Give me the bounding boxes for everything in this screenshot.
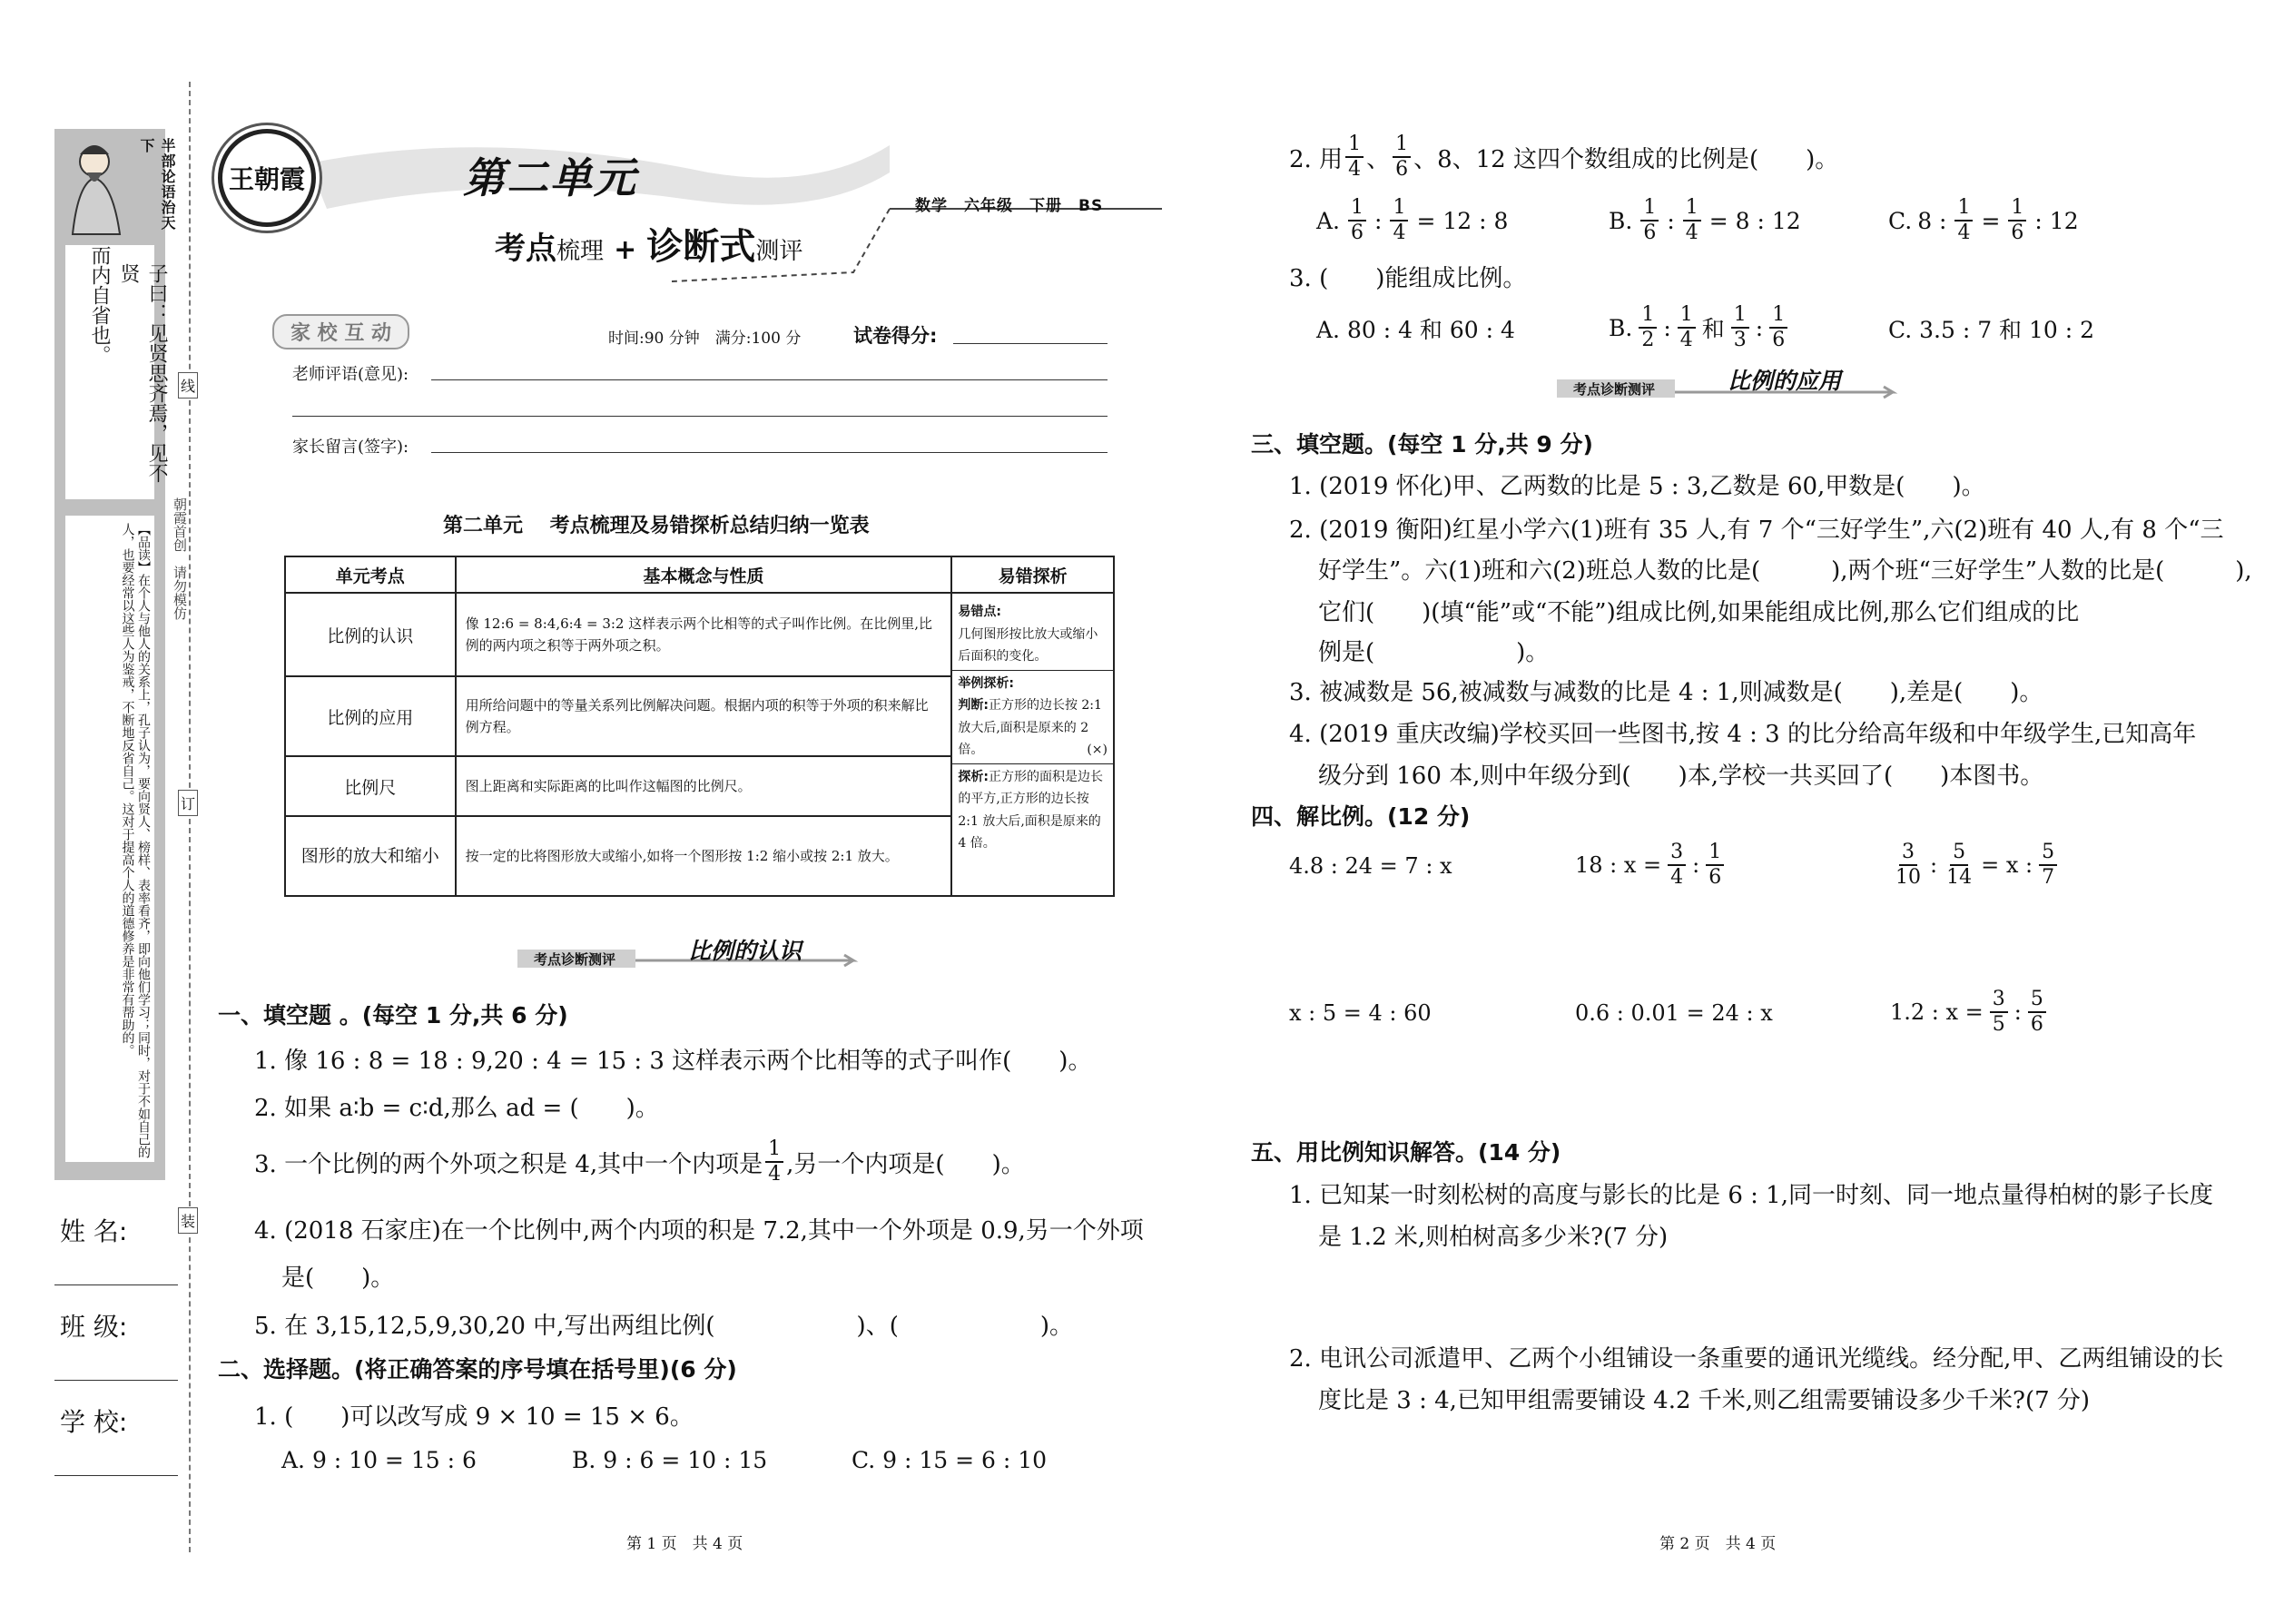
question-1-5: 5. 在 3,15,12,5,9,30,20 中,写出两组比例( )、( )。 — [254, 1313, 1073, 1340]
teacher-comment-line-1[interactable] — [431, 379, 1108, 380]
cut-mark-1: 线 — [178, 372, 198, 399]
table-row-concept: 像 12:6 = 8:4,6:4 = 3:2 这样表示两个比相等的式子叫作比例。在比例里,比例的两内项之积等于两外项之积。 — [456, 593, 952, 676]
teacher-comment-label: 老师评语(意见): — [292, 365, 409, 384]
unit-title: 第二单元 — [463, 153, 637, 202]
book-info: 数学 六年级 下册 BS — [915, 197, 1104, 215]
banner-tag: 考点诊断测评 — [1573, 381, 1656, 398]
analysis-text: 正方形的面积是边长的平方,正方形的边长按 2:1 放大后,面积是原来的 4 倍。 — [958, 769, 1103, 851]
fraction: $\frac{1}{4}$ — [765, 1139, 783, 1185]
error-analysis-cell — [951, 593, 1114, 896]
confucius-illustration — [60, 136, 133, 236]
summary-title: 第二单元 考点梳理及易错探析总结归纳一览表 — [443, 515, 870, 537]
logo-badge — [218, 129, 316, 227]
school-line[interactable] — [54, 1475, 178, 1476]
option-b[interactable]: B. $\frac{1}{6}$ : $\frac{1}{4}$ = 8 : 12 — [1609, 196, 1801, 244]
col-header: 单元考点 — [285, 556, 456, 593]
section-1-title: 一、填空题 。(每空 1 分,共 6 分) — [218, 1002, 568, 1029]
score-line[interactable] — [953, 343, 1108, 344]
question-3-2a: 2. (2019 衡阳)红星小学六(1)班有 35 人,有 7 个“三好学生”,六(2)班有 40 人,有 8 个“三 — [1289, 517, 2224, 544]
subtitle: 考点梳理 + 诊断式测评 — [495, 226, 803, 268]
time-info: 时间:90 分钟 满分:100 分 — [608, 330, 802, 348]
equation-4: x : 5 = 4 : 60 — [1289, 1000, 1432, 1026]
equation-3: $\frac{3}{10}$ : $\frac{5}{14}$ = x : $\frac{5}{7}$ — [1890, 842, 2060, 888]
question-5-2b: 度比是 3 : 4,已知甲组需要铺设 4.2 千米,则乙组需要铺设多少千米?(7 分) — [1318, 1387, 2091, 1414]
question-3-4b: 级分到 160 本,则中年级分到( )本,学校一共买回了( )本图书。 — [1318, 763, 2044, 790]
teacher-comment-line-2[interactable] — [292, 416, 1108, 417]
col-header: 基本概念与性质 — [456, 556, 952, 593]
equation-6: 1.2 : x = $\frac{3}{5}$ : $\frac{5}{6}$ — [1890, 989, 2049, 1035]
section-4-title: 四、解比例。(12 分) — [1251, 803, 1471, 830]
question-1-1: 1. 像 16 : 8 = 18 : 9,20 : 4 = 15 : 3 这样表示两个比相等的式子叫作( )。 — [254, 1048, 1092, 1075]
table-row-topic: 比例的应用 — [285, 676, 456, 756]
question-3-4a: 4. (2019 重庆改编)学校买回一些图书,按 4 : 3 的比分给高年级和中年级学生,已知高年 — [1289, 721, 2197, 748]
home-school-tag: 家 校 互 动 — [272, 314, 409, 349]
question-1-2: 2. 如果 a∶b = c∶d,那么 ad = ( )。 — [254, 1095, 659, 1122]
table-row-concept: 用所给问题中的等量关系列比例解决问题。根据内项的积等于外项的积来解比例方程。 — [456, 676, 952, 756]
page-footer-left: 第 1 页 共 4 页 — [626, 1535, 743, 1553]
option-b[interactable]: B. $\frac{1}{2}$ : $\frac{1}{4}$ 和 $\frac{1}{3}$ : $\frac{1}{6}$ — [1609, 305, 1790, 350]
question-3-2c: 它们( )(填“能”或“不能”)组成比例,如果能组成比例,那么它们组成的比 — [1318, 599, 2080, 626]
class-label: 班 级: — [60, 1312, 128, 1342]
question-1-4a: 4. (2018 石家庄)在一个比例中,两个内项的积是 7.2,其中一个外项是 0.9,另一个外项 — [254, 1217, 1144, 1245]
name-label: 姓 名: — [60, 1216, 128, 1246]
question-1-4b: 是( )。 — [281, 1265, 395, 1292]
question-3-1: 1. (2019 怀化)甲、乙两数的比是 5 : 3,乙数是 60,甲数是( )。 — [1289, 473, 1985, 500]
banner-tag: 考点诊断测评 — [534, 951, 616, 968]
question-2-2: 2. 用 $\frac{1}{4}$ 、 $\frac{1}{6}$ 、8、12 这四个数组成的比例是( )。 — [1289, 133, 1839, 181]
summary-table — [284, 556, 1115, 897]
question-2-3: 3. ( )能组成比例。 — [1289, 265, 1527, 292]
vertical-note: 朝霞首创 请勿模仿 — [172, 497, 188, 620]
banner-title: 比例的认识 — [688, 938, 802, 964]
section-2-title: 二、选择题。(将正确答案的序号填在括号里)(6 分) — [218, 1356, 737, 1383]
equation-2: 18 : x = $\frac{3}{4}$ : $\frac{1}{6}$ — [1575, 842, 1727, 888]
judge-mark: (×) — [1087, 743, 1108, 757]
example-label: 举例探析: — [958, 675, 1014, 691]
quote-main: 子曰：见贤思齐焉，见不贤 — [117, 263, 168, 483]
option-c[interactable]: C. 8 : $\frac{1}{4}$ = $\frac{1}{6}$ : 12 — [1888, 196, 2079, 244]
option-b[interactable]: B. 9 : 6 = 10 : 15 — [572, 1447, 768, 1473]
error-text: 几何图形按比放大或缩小后面积的变化。 — [958, 626, 1098, 664]
section-3-title: 三、填空题。(每空 1 分,共 9 分) — [1251, 431, 1593, 458]
section-banner-left — [517, 933, 871, 973]
cut-mark-2: 订 — [178, 790, 198, 816]
name-line[interactable] — [54, 1284, 178, 1285]
table-row-concept: 图上距离和实际距离的比叫作这幅图的比例尺。 — [456, 756, 952, 816]
option-a[interactable]: A. 9 : 10 = 15 : 6 — [281, 1447, 477, 1473]
pindu-text: 【品读】在个人与他人的关系上，孔子认为，要向贤人、榜样、表率看齐，即向他们学习；同时，对于不如自己的人，也要经常以这些人为鉴戒，不断地反省自己。这对于提高个人的道德修养是非常有帮助的。 — [120, 523, 151, 1158]
score-label: 试卷得分: — [853, 325, 938, 347]
table-row-concept: 按一定的比将图形放大或缩小,如将一个图形按 1:2 缩小或按 2:1 放大。 — [456, 816, 952, 896]
error-label: 易错点: — [958, 605, 1001, 619]
banner-title: 比例的应用 — [1728, 368, 1842, 394]
question-3-2b: 好学生”。六(1)班和六(2)班总人数的比是( ),两个班“三好学生”人数的比是( ), — [1318, 557, 2252, 585]
logo-text: 王朝霞 — [228, 164, 305, 194]
class-line[interactable] — [54, 1380, 178, 1381]
question-3-3: 3. 被减数是 56,被减数与减数的比是 4 : 1,则减数是( ),差是( )。 — [1289, 679, 2043, 706]
table-row-topic: 图形的放大和缩小 — [285, 816, 456, 896]
option-c[interactable]: C. 3.5 : 7 和 10 : 2 — [1888, 317, 2095, 343]
option-a[interactable]: A. $\frac{1}{6}$ : $\frac{1}{4}$ = 12 : 8 — [1316, 196, 1509, 244]
parent-comment-label: 家长留言(签字): — [292, 438, 409, 457]
table-row-topic: 比例尺 — [285, 756, 456, 816]
question-5-1a: 1. 已知某一时刻松树的高度与影长的比是 6 : 1,同一时刻、同一地点量得柏树的影子长度 — [1289, 1182, 2213, 1209]
question-5-1b: 是 1.2 米,则柏树高多少米?(7 分) — [1318, 1224, 1669, 1251]
question-1-3: 3. 一个比例的两个外项之积是 4,其中一个内项是 $\frac{1}{4}$ ,另一个内项是( )。 — [254, 1137, 1025, 1186]
motto-side: 半部论语治天下 — [138, 138, 176, 231]
question-2-1: 1. ( )可以改写成 9 × 10 = 15 × 6。 — [254, 1403, 694, 1431]
col-header: 易错探析 — [951, 556, 1114, 593]
option-c[interactable]: C. 9 : 15 = 6 : 10 — [852, 1447, 1048, 1473]
quote-tail: 而内自省也。 — [88, 245, 111, 365]
cut-line — [189, 82, 191, 1552]
judge-label: 判断: — [958, 698, 989, 713]
equation-1: 4.8 : 24 = 7 : x — [1289, 853, 1452, 879]
parent-comment-line[interactable] — [431, 452, 1108, 453]
analysis-label: 探析: — [958, 769, 989, 784]
question-5-2a: 2. 电讯公司派遣甲、乙两个小组铺设一条重要的通讯光缆线。经分配,甲、乙两组铺设的长 — [1289, 1345, 2224, 1373]
equation-5: 0.6 : 0.01 = 24 : x — [1575, 1000, 1773, 1026]
cut-mark-3: 装 — [178, 1207, 198, 1234]
table-row-topic: 比例的认识 — [285, 593, 456, 676]
section-banner-right — [1557, 367, 1911, 407]
question-3-2d: 例是( )。 — [1318, 639, 1550, 666]
judge-text: 正方形的边长按 2:1 放大后,面积是原来的 2 倍。 — [958, 698, 1102, 757]
section-5-title: 五、用比例知识解答。(14 分) — [1251, 1139, 1561, 1166]
school-label: 学 校: — [60, 1407, 128, 1437]
page-footer-right: 第 2 页 共 4 页 — [1659, 1535, 1777, 1553]
option-a[interactable]: A. 80 : 4 和 60 : 4 — [1316, 317, 1515, 343]
